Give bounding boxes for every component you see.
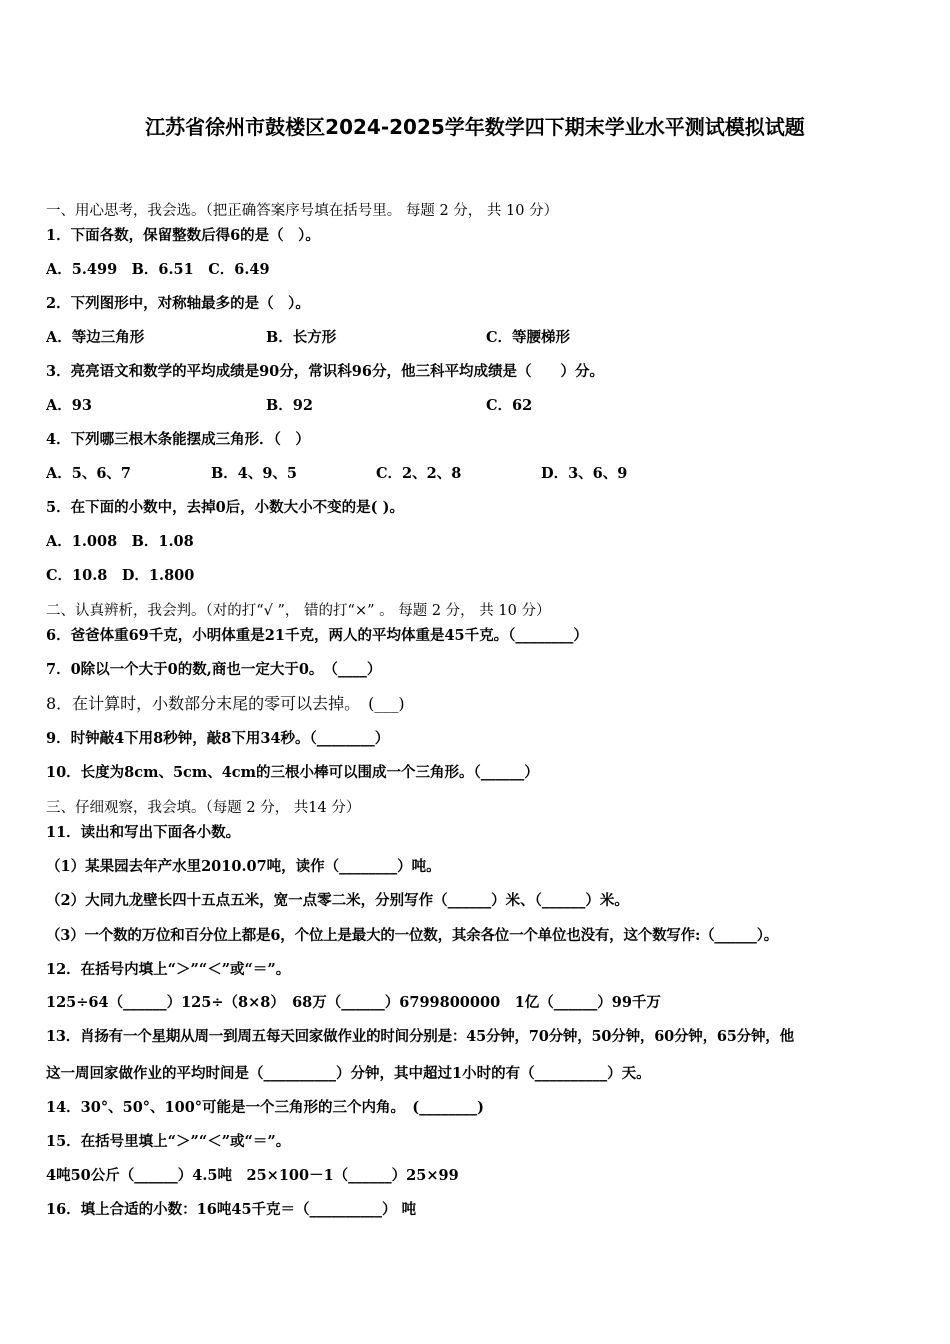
section-1-header: 一、用心思考，我会选。（把正确答案序号填在括号里。 每题 2 分， 共 10 分）	[46, 203, 559, 219]
question-7: 7．0除以一个大于0的数,商也一定大于0。 （____）	[46, 661, 382, 678]
option-b: B．4、9、5	[211, 465, 298, 482]
question-2: 2．下列图形中，对称轴最多的是（ ）。	[46, 295, 310, 312]
question-9: 9．时钟敲4下用8秒钟，敲8下用34秒。（________）	[46, 730, 390, 747]
question-4-options	[46, 464, 627, 484]
question-1: 1．下面各数，保留整数后得6的是（ ）。	[46, 227, 320, 244]
question-4: 4．下列哪三根木条能摆成三角形．（ ）	[46, 431, 310, 448]
option-c: C．2、2、8	[376, 465, 462, 482]
question-3-options	[46, 396, 532, 416]
option-d: D．3、6、9	[541, 465, 628, 482]
section-3-header: 三、仔细观察，我会填。（每题 2 分， 共14 分）	[46, 800, 361, 816]
question-13-continued: 这一周回家做作业的平均时间是（__________）分钟，其中超过1小时的有（__________）天。	[46, 1065, 651, 1082]
option-c: C．等腰梯形	[486, 329, 571, 346]
question-5-options-ab: A．1.008 B．1.08	[46, 533, 194, 550]
question-11: 11．读出和写出下面各小数。	[46, 824, 241, 841]
question-16: 16．填上合适的小数：16吨45千克＝（__________） 吨	[46, 1201, 417, 1218]
question-8: 8．在计算时，小数部分末尾的零可以去掉。 (___)	[46, 694, 405, 713]
question-13: 13．肖扬有一个星期从周一到周五每天回家做作业的时间分别是：45分钟，70分钟，50分钟，60分钟，65分钟，他	[46, 1028, 794, 1045]
question-5-options-cd: C．10.8 D．1.800	[46, 567, 195, 584]
option-c: C．62	[486, 397, 533, 414]
question-14: 14．30°、50°、100°可能是一个三角形的三个内角。 (________)	[46, 1099, 485, 1116]
option-a: A．5、6、7	[46, 465, 132, 482]
question-10: 10．长度为8cm、5cm、4cm的三根小棒可以围成一个三角形。（______）	[46, 764, 539, 781]
question-11-part-3: （3）一个数的万位和百分位上都是6，个位上是最大的一位数，其余各位一个单位也没有，这个数写作:（______）。	[46, 927, 779, 944]
option-a: A．等边三角形	[46, 329, 145, 346]
question-12-items: 125÷64（______）125÷（8×8） 68万（______）6799800000 1亿（______）99千万	[46, 994, 661, 1011]
question-3: 3．亮亮语文和数学的平均成绩是90分，常识科96分，他三科平均成绩是（ ）分。	[46, 363, 604, 380]
question-11-part-2: （2）大同九龙壁长四十五点五米，宽一点零二米，分别写作（______）米、（______）米。	[46, 892, 629, 909]
section-2-header: 二、认真辨析，我会判。（对的打“√ ”， 错的打“×” 。 每题 2 分， 共 10 分）	[46, 603, 551, 619]
page-title: 江苏省徐州市鼓楼区2024-2025学年数学四下期末学业水平测试模拟试题	[145, 115, 805, 139]
option-b: B．长方形	[266, 329, 337, 346]
question-15: 15．在括号里填上“＞”“＜”或“＝”。	[46, 1133, 291, 1150]
question-12: 12．在括号内填上“＞”“＜”或“＝”。	[46, 961, 291, 978]
question-11-part-1: （1）某果园去年产水里2010.07吨，读作（________）吨。	[46, 858, 441, 875]
option-b: B．92	[266, 397, 313, 414]
option-a: A．93	[46, 397, 92, 414]
question-1-options: A．5.499 B．6.51 C．6.49	[46, 261, 270, 278]
question-6: 6．爸爸体重69千克，小明体重是21千克，两人的平均体重是45千克。（________）	[46, 627, 588, 644]
question-2-options	[46, 328, 570, 348]
question-15-items: 4吨50公斤（______）4.5吨 25×100－1（______）25×99	[46, 1167, 459, 1184]
question-5: 5．在下面的小数中，去掉0后，小数大小不变的是( )。	[46, 499, 404, 516]
